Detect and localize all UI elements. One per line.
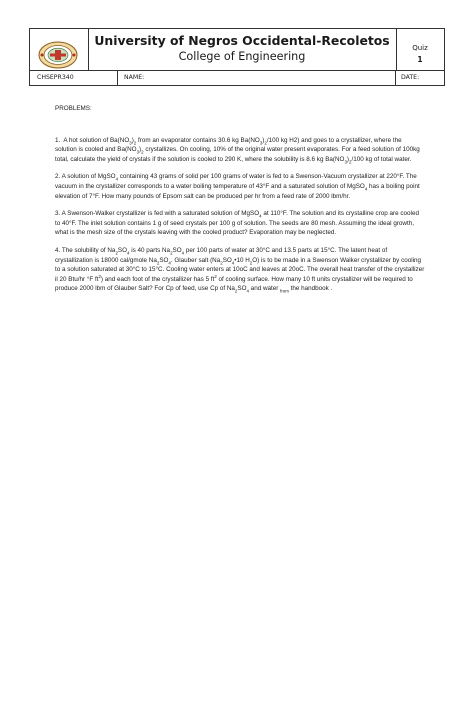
problems-body xyxy=(55,104,425,302)
p1-text: ) xyxy=(139,146,142,154)
name-field-label: NAME: xyxy=(118,71,396,85)
p4-text: of cooling surface. How many 10 ft units crystallizer will be required to produce 2000 lbm of Glauber Salt? For Cp of feed, use Cp of Na xyxy=(55,275,413,293)
p4-sub: 2 xyxy=(220,259,223,265)
p1-text: ) xyxy=(346,155,350,163)
p4-text: SO xyxy=(237,285,247,293)
p4-text: and water xyxy=(248,285,281,293)
university-name: University of Negros Occidental-Recoletos xyxy=(94,33,390,48)
p3-sub: 4 xyxy=(259,213,262,219)
p4-sub: 4 xyxy=(246,288,249,294)
p1-text: from an evaporator contains 30.6 kg Ba(NO xyxy=(136,136,260,144)
p4-sub: 4 xyxy=(127,250,130,256)
p4-sub: 2 xyxy=(234,288,238,294)
problem-1-number: 1. xyxy=(55,136,61,144)
p4-sub: 2 xyxy=(156,259,160,265)
p4-text: SO xyxy=(222,256,232,264)
p4-sub: 4 xyxy=(181,250,185,256)
problem-2 xyxy=(55,172,425,201)
p4-text: is 40 parts Na xyxy=(129,246,171,254)
p4-sub: 4 xyxy=(231,259,235,265)
p1-text: A hot solution of Ba(NO xyxy=(63,136,130,144)
p4-text: ) and each foot of the crystallizer has 5 ft xyxy=(100,275,215,283)
p4-text: per 100 parts of water at 30°C and 13.5 parts at 15°C. The latent heat of crystallization is 18000 cal/gmole Na xyxy=(55,246,388,264)
quiz-number: 1 xyxy=(417,55,423,64)
quiz-label: Quiz xyxy=(412,44,428,52)
info-row xyxy=(29,70,445,86)
p1-sub: 2 xyxy=(141,149,144,155)
p1-sub: 3 xyxy=(259,139,263,145)
problem-3 xyxy=(55,209,425,238)
p4-text: SO xyxy=(172,246,182,254)
p4-text: SO xyxy=(117,246,127,254)
problem-1 xyxy=(55,136,425,165)
p1-text: ) xyxy=(131,136,134,144)
p4-sup: 2 xyxy=(98,273,101,279)
p4-sub: 4 xyxy=(168,259,171,265)
p4-text: . Glauber salt (Na xyxy=(170,256,221,264)
date-field-label: DATE: xyxy=(401,74,420,81)
p1-sub: 2 xyxy=(133,139,137,145)
p1-sub: 3 xyxy=(136,149,140,155)
p1-text: /100 kg of total water. xyxy=(351,155,412,163)
problems-heading: PROBLEMS: xyxy=(55,105,92,112)
p2-text: containing 43 grams of solid per 100 grams of water is fed to a Swenson-Vacuum crystallizer at 220°F. The vacuum in the crystallizer corresponds to a water boiling temperature of 43°F and a saturated solution of MgSO xyxy=(55,173,417,190)
p1-text: crystallizes. On cooling, 10% of the original water present evaporates. For a feed solution of 100kg total, calculate the yield of crystals if the solution is cooled to 290 K, where the solubility is 8.6 kg Ba(NO xyxy=(55,146,420,163)
p1-sub: 2 xyxy=(264,139,267,145)
college-name: College of Engineering xyxy=(178,50,306,63)
p4-text: O) is to be made in a Swenson Walker crystallizer by cooling to a solution saturated at 30°C to 15°C. Cooling water enters at 10oC and leaves at 20oC. The overall heat transfer of the crystallizer il 20 Btu/hr °F ft xyxy=(55,256,425,283)
p4-text: SO xyxy=(159,256,169,264)
p2-sub: 4 xyxy=(115,176,119,182)
problem-4 xyxy=(55,246,425,294)
university-seal-logo-icon xyxy=(38,41,78,69)
p4-sub: 2 xyxy=(170,250,173,256)
p4-text: the handbook . xyxy=(288,285,333,293)
p4-text: 4. The solubility of Na xyxy=(55,246,116,254)
p4-sub: 2 xyxy=(115,250,118,256)
p1-sub: 3 xyxy=(344,159,347,165)
p1-text: /100 kg H2) and goes to a crystallizer, where the solution is cooled and Ba(NO xyxy=(55,136,402,154)
p1-sub: 3 xyxy=(129,139,132,145)
p1-sub: 2 xyxy=(349,159,352,165)
course-code: CHSEPR340 xyxy=(30,71,118,85)
p2-text: has a boiling point elevation of 7°F. How many pounds of Epsom salt can be produced per hr from a feed rate of 2000 lbm/hr. xyxy=(55,182,420,200)
p4-sup: 2 xyxy=(214,273,217,279)
p4-sub: 2 xyxy=(249,259,253,265)
p4-sub: from xyxy=(280,288,289,294)
p2-text: 2. A solution of MgSO xyxy=(55,173,116,181)
p1-text: ) xyxy=(262,136,265,144)
p4-text: •10 H xyxy=(234,256,250,264)
p3-text: 3. A Swenson-Walker crystallizer is fed with a saturated solution of MgSO xyxy=(55,210,260,218)
p3-text: at 110°F. The solution and its crystalline crop are cooled to 40°F. The inlet solution contains 1 g of seed crystals per 100 g of solution. The seeds are 80 mesh. Assuming the ideal growth, what is the mesh size of the crystals leaving with the cooled product? Evaporation may be neglected. xyxy=(55,210,419,237)
p2-sub: 4 xyxy=(364,186,368,192)
